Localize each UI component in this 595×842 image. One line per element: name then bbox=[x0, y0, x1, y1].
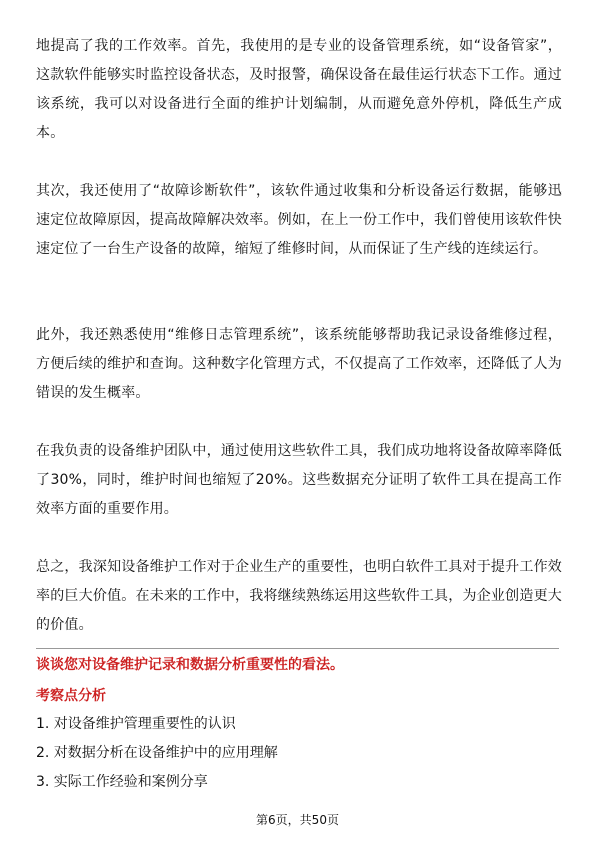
body-paragraph: 总之，我深知设备维护工作对于企业生产的重要性，也明白软件工具对于提升工作效率的巨大价值。在未来的工作中，我将继续熟练运用这些软件工具，为企业创造更大的价值。 bbox=[36, 559, 562, 633]
analysis-points-list bbox=[36, 710, 278, 797]
body-paragraph: 地提高了我的工作效率。首先，我使用的是专业的设备管理系统，如“设备管家”，这款软件能够实时监控设备状态，及时报警，确保设备在最佳运行状态下工作。通过该系统，我可以对设备进行全面的维护计划编制，从而避免意外停机，降低生产成本。 bbox=[36, 38, 562, 141]
section-divider bbox=[36, 648, 559, 649]
page-number: 第6页，共50页 bbox=[256, 813, 339, 827]
body-paragraph: 其次，我还使用了“故障诊断软件”，该软件通过收集和分析设备运行数据，能够迅速定位故障原因，提高故障解决效率。例如，在上一份工作中，我们曾使用该软件快速定位了一台生产设备的故障，缩短了维修时间，从而保证了生产线的连续运行。 bbox=[36, 183, 562, 257]
list-item: 2. 对数据分析在设备维护中的应用理解 bbox=[36, 745, 278, 761]
interview-question: 谈谈您对设备维护记录和数据分析重要性的看法。 bbox=[36, 657, 344, 673]
body-paragraph: 在我负责的设备维护团队中，通过使用这些软件工具，我们成功地将设备故障率降低了30%，同时，维护时间也缩短了20%。这些数据充分证明了软件工具在提高工作效率方面的重要作用。 bbox=[36, 443, 562, 517]
body-paragraph: 此外，我还熟悉使用“维修日志管理系统”，该系统能够帮助我记录设备维修过程，方便后续的维护和查询。这种数字化管理方式，不仅提高了工作效率，还降低了人为错误的发生概率。 bbox=[36, 327, 562, 401]
analysis-heading: 考察点分析 bbox=[36, 688, 106, 704]
list-item: 3. 实际工作经验和案例分享 bbox=[36, 774, 208, 790]
list-item: 1. 对设备维护管理重要性的认识 bbox=[36, 716, 236, 732]
